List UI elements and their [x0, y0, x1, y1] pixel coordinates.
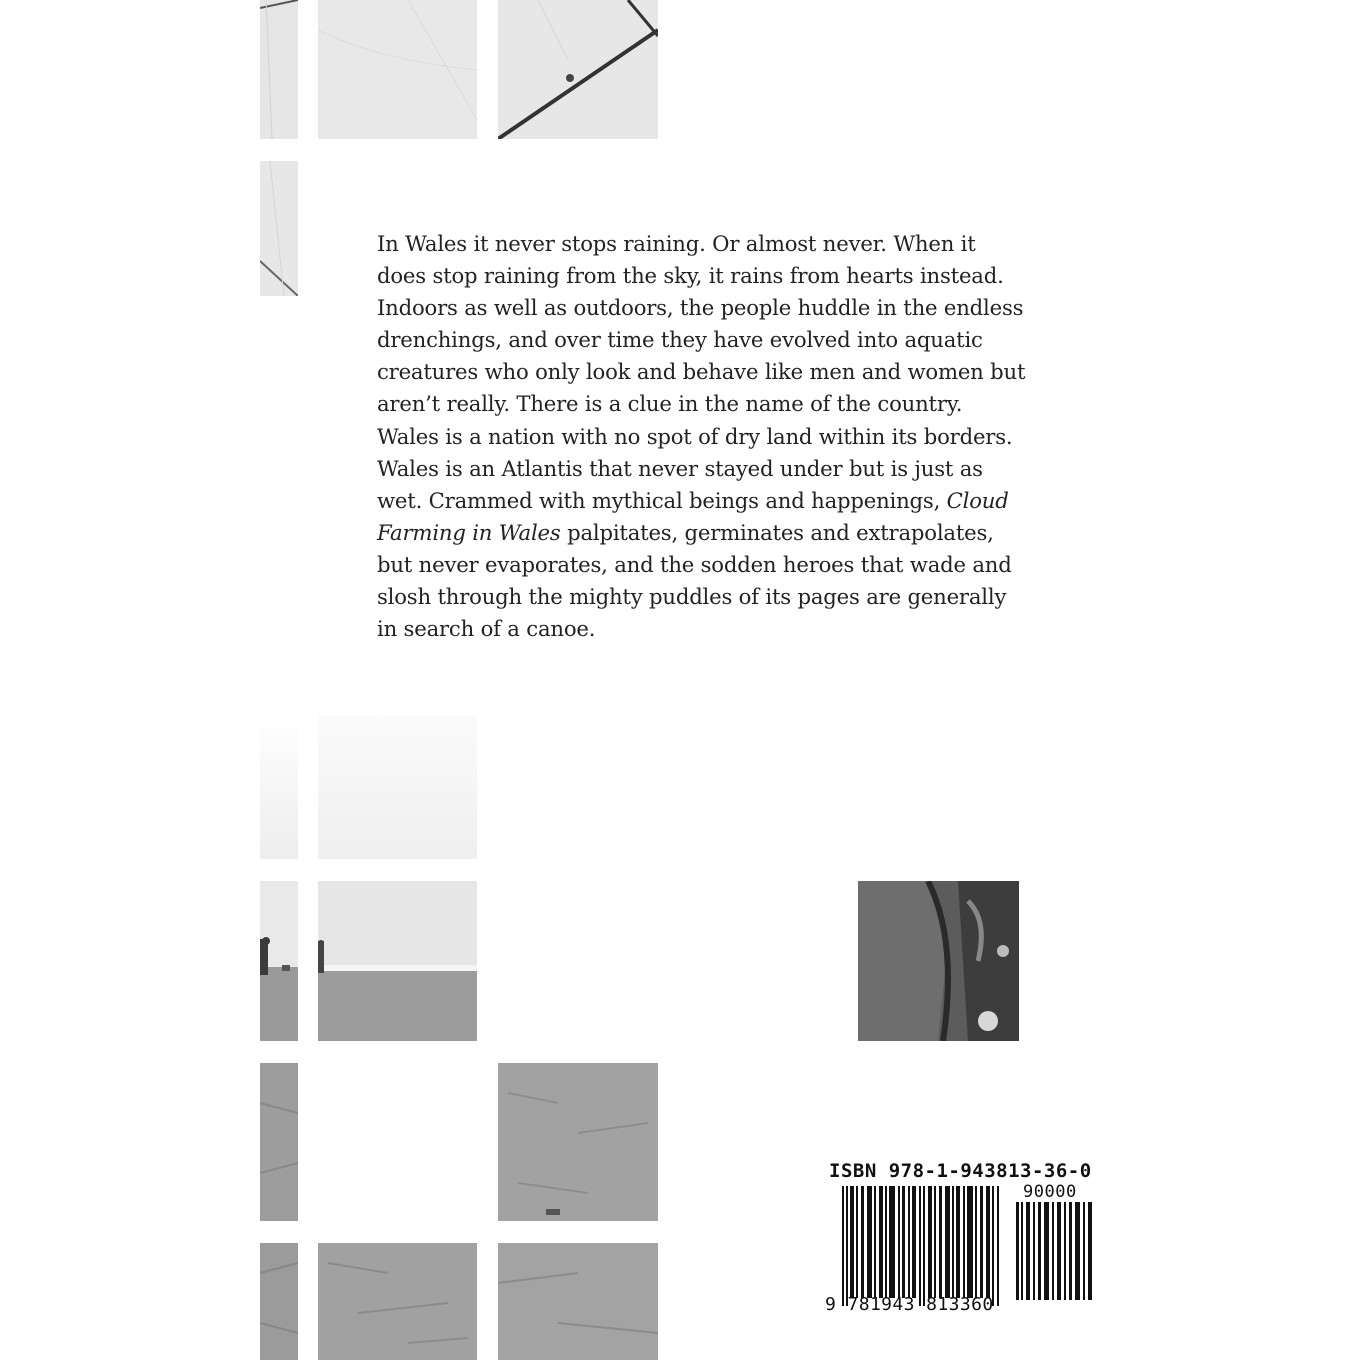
photo-tile-fog [260, 716, 298, 859]
barcode-digits: 9 781943 813360 [825, 1294, 994, 1315]
photo-tile-fabric-closeup [858, 881, 1019, 1041]
isbn-label: ISBN 978-1-943813-36-0 [829, 1160, 1092, 1182]
photo-tile-umbrella [260, 161, 298, 296]
photo-tile-sand [498, 1243, 658, 1360]
photo-tile-sand [498, 1063, 658, 1221]
price-code: 90000 [1023, 1182, 1077, 1202]
photo-tile-sand [318, 1243, 477, 1360]
photo-tile-beach-horizon [318, 881, 477, 1041]
photo-tile-sand [260, 1063, 298, 1221]
book-title-italic: Cloud Farming in Wales [377, 487, 1009, 545]
photo-tile-umbrella [318, 0, 477, 139]
photo-tile-umbrella [498, 0, 658, 139]
barcode-bars-icon [842, 1186, 1002, 1306]
barcode-addon-bars-icon [1016, 1202, 1096, 1300]
photo-tile-beach-figures [260, 881, 298, 1041]
photo-tile-sand [260, 1243, 298, 1360]
isbn-barcode [825, 1160, 1100, 1320]
photo-tile-fog [318, 716, 477, 859]
blurb-text-after-title: palpitates, germinates and extrapolates, but never evaporates, and the sodden heroes that wade and slosh through the mighty puddles of its pages are generally in search of a canoe. [377, 519, 1012, 642]
photo-tile-umbrella [260, 0, 298, 139]
blurb-text-before-title: In Wales it never stops raining. Or almost never. When it does stop raining from the sky, it rains from hearts instead. Indoors as well as outdoors, the people huddle in the endless drenchings, and over time they have evolved into aquatic creatures who only look and behave like men and women but aren’t really. There is a clue in the name of the country. Wales is a nation with no spot of dry land within its borders. Wales is an Atlantis that never stayed under but is just as wet. Crammed with mythical beings and happenings, [377, 231, 1026, 513]
back-cover-blurb [377, 228, 1027, 645]
